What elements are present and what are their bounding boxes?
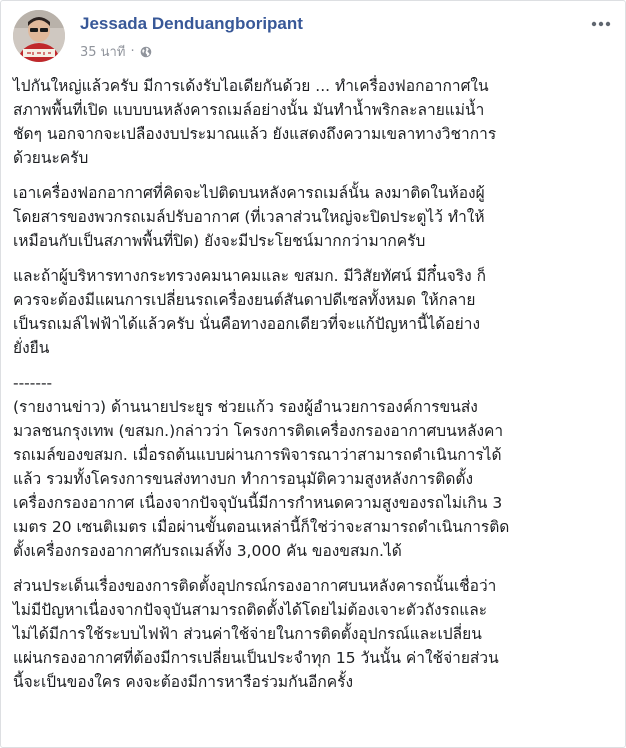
text-line: ด้วยนะครับ: [13, 149, 89, 167]
text-line: และถ้าผู้บริหารทางกระทรวงคมนาคมและ ขสมก. มีวิสัยทัศน์ มีกึ๋นจริง ก็: [13, 267, 486, 285]
text-line: ไปกันใหญ่แล้วครับ มีการเด้งรับไอเดียกันด้วย ... ทำเครื่องฟอกอากาศใน: [13, 77, 489, 95]
text-line: เอาเครื่องฟอกอากาศที่คิดจะไปติดบนหลังคารถเมล์นั้น ลงมาติดในห้องผู้: [13, 184, 485, 202]
text-line: (รายงานข่าว) ด้านนายประยูร ช่วยแก้ว รองผู้อำนวยการองค์การขนส่ง: [13, 398, 478, 416]
text-line: เมตร 20 เซนติเมตร เมื่อผ่านขั้นตอนเหล่านี้ก็ใช่ว่าจะสามารถดำเนินการติด: [13, 518, 510, 536]
globe-icon[interactable]: [140, 46, 152, 58]
post-timestamp[interactable]: 35 นาที: [80, 45, 126, 60]
text-line: นี้จะเป็นของใคร คงจะต้องมีการหารือร่วมกันอีกครั้ง: [13, 673, 354, 691]
text-line: รถเมล์ของขสมก. เมื่อรถต้นแบบผ่านการพิจารณาว่าสามารถดำเนินการได้: [13, 446, 502, 464]
text-line: โดยสารของพวกรถเมล์ปรับอากาศ (ที่เวลาส่วนใหญ่จะปิดประตูไว้ ทำให้: [13, 208, 485, 226]
text-line: เป็นรถเมล์ไฟฟ้าได้แล้วครับ นั่นคือทางออกเดียวที่จะแก้ปัญหานี้ได้อย่าง: [13, 315, 481, 333]
post-body: [13, 74, 613, 705]
post-paragraph: [13, 264, 613, 360]
text-line: มวลชนกรุงเทพ (ขสมก.)กล่าวว่า โครงการติดเครื่องกรองอากาศบนหลังคา: [13, 422, 504, 440]
post-paragraph: [13, 74, 613, 170]
profile-photo: [13, 10, 65, 62]
text-line: ควรจะต้องมีแผนการเปลี่ยนรถเครื่องยนต์สันดาปดีเซลทั้งหมด ให้กลาย: [13, 291, 476, 309]
post-paragraph: [13, 574, 613, 694]
text-line: แล้ว รวมทั้งโครงการขนส่งทางบก ทำการอนุมัติความสูงหลังการติดตั้ง: [13, 470, 474, 488]
text-line: ตั้งเครื่องกรองอากาศกับรถเมล์ทั้ง 3,000 คัน ของขสมก.ได้: [13, 542, 402, 560]
more-horizontal-icon: [591, 21, 611, 27]
post-meta: [80, 41, 152, 62]
more-options-button[interactable]: [589, 14, 613, 34]
author-name[interactable]: Jessada Denduangboripant: [80, 14, 303, 33]
avatar[interactable]: [13, 10, 65, 62]
text-line: เครื่องกรองอากาศ เนื่องจากปัจจุบันนี้มีการกำหนดความสูงของรถไม่เกิน 3: [13, 494, 503, 512]
text-line: ยั่งยืน: [13, 339, 50, 357]
meta-separator: ·: [130, 44, 135, 59]
text-line: ส่วนประเด็นเรื่องของการติดตั้งอุปกรณ์กรองอากาศบนหลังคารถนั้นเชื่อว่า: [13, 577, 497, 595]
post-paragraph: [13, 181, 613, 253]
text-line: สภาพพื้นที่เปิด แบบบนหลังคารถเมล์อย่างนั้น มันทำน้ำพริกละลายแม่น้ำ: [13, 101, 485, 119]
post-paragraph: [13, 371, 613, 563]
text-line: ชัดๆ นอกจากจะเปลืองงบประมาณแล้ว ยังแสดงถึงความเขลาทางวิชาการ: [13, 125, 497, 143]
text-line: แผ่นกรองอากาศที่ต้องมีการเปลี่ยนเป็นประจำทุก 15 วันนั้น ค่าใช้จ่ายส่วน: [13, 649, 499, 667]
text-line: ไม่มีปัญหาเนื่องจากปัจจุบันสามารถติดตั้งได้โดยไม่ต้องเจาะตัวถังรถและ: [13, 601, 488, 619]
divider-line: -------: [13, 374, 53, 392]
post-header: [13, 10, 613, 64]
text-line: เหมือนกับเป็นสภาพพื้นที่ปิด) ยังจะมีประโยชน์มากกว่ามากครับ: [13, 232, 426, 250]
text-line: ไม่ได้มีการใช้ระบบไฟฟ้า ส่วนค่าใช้จ่ายในการติดตั้งอุปกรณ์และเปลี่ยน: [13, 625, 482, 643]
